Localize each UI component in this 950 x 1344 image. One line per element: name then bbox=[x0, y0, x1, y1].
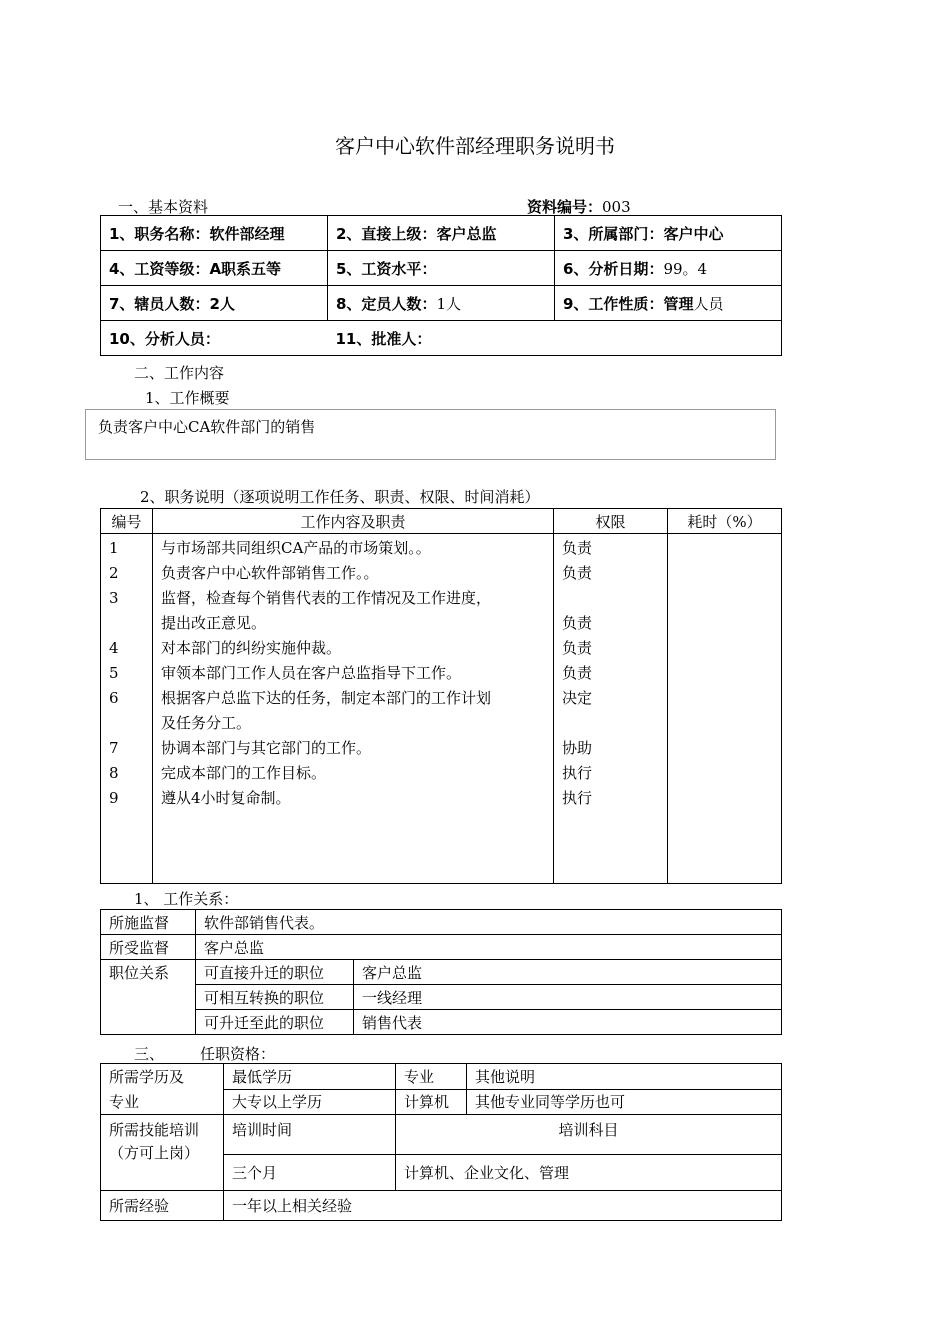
table-cell: 专业 bbox=[101, 1089, 224, 1115]
duty-authority: 执行 bbox=[562, 764, 593, 782]
doc-number bbox=[527, 196, 631, 217]
duty-number: 1 bbox=[109, 539, 119, 557]
work-nature-label: 9、工作性质：管理 bbox=[563, 294, 694, 313]
table-cell: 所需学历及 bbox=[101, 1064, 224, 1090]
table-row bbox=[101, 960, 782, 985]
duty-text: 监督，检查每个销售代表的工作情况及工作进度， bbox=[161, 589, 492, 607]
relations-table bbox=[100, 909, 782, 1035]
duty-authority bbox=[554, 711, 667, 736]
duty-text: 及任务分工。 bbox=[161, 714, 252, 732]
table-cell: 培训时间 bbox=[224, 1115, 396, 1155]
table-cell: 其他说明 bbox=[467, 1064, 782, 1090]
table-cell: 客户总监 bbox=[196, 935, 782, 960]
duty-authority-column bbox=[554, 534, 668, 884]
duty-text: 根据客户总监下达的任务，制定本部门的工作计划 bbox=[161, 689, 492, 707]
table-cell: 计算机 bbox=[396, 1089, 467, 1115]
table-cell: 销售代表 bbox=[354, 1010, 782, 1035]
duty-number bbox=[101, 611, 152, 636]
duty-number-column bbox=[101, 534, 153, 884]
summary-text: 负责客户中心CA软件部门的销售 bbox=[98, 418, 316, 436]
table-row bbox=[101, 1064, 782, 1090]
page-title: 客户中心软件部经理职务说明书 bbox=[335, 134, 615, 158]
table-cell: 客户总监 bbox=[354, 960, 782, 985]
table-cell bbox=[555, 321, 782, 356]
summary-label: 1、工作概要 bbox=[145, 389, 230, 407]
table-row bbox=[101, 910, 782, 935]
duty-text: 负责客户中心软件部销售工作。。 bbox=[161, 564, 379, 582]
duty-number: 2 bbox=[109, 564, 119, 582]
table-cell: 软件部销售代表。 bbox=[196, 910, 782, 935]
table-cell: 其他专业同等学历也可 bbox=[467, 1089, 782, 1115]
table-row bbox=[101, 1089, 782, 1115]
table-cell bbox=[328, 286, 555, 321]
table-cell: 可升迁至此的职位 bbox=[196, 1010, 354, 1035]
section-qualifications-label: 任职资格： bbox=[200, 1045, 276, 1063]
analysis-date-label: 6、分析日期： bbox=[563, 259, 664, 278]
table-cell: 一线经理 bbox=[354, 985, 782, 1010]
table-row bbox=[101, 534, 782, 884]
duty-time-column bbox=[668, 534, 782, 884]
table-cell: 11、批准人： bbox=[328, 321, 555, 356]
summary-box bbox=[85, 409, 776, 460]
duty-text: 完成本部门的工作目标。 bbox=[161, 764, 327, 782]
table-cell: 专业 bbox=[396, 1064, 467, 1090]
duty-number: 7 bbox=[109, 739, 119, 757]
table-cell bbox=[101, 1115, 224, 1191]
table-row bbox=[101, 1115, 782, 1155]
duty-number: 9 bbox=[109, 789, 119, 807]
table-row bbox=[101, 985, 782, 1010]
table-cell bbox=[555, 286, 782, 321]
table-cell: 7、辖员人数：2人 bbox=[101, 286, 328, 321]
analysis-date-value: 99。4 bbox=[663, 259, 708, 278]
column-header: 编号 bbox=[101, 509, 153, 534]
skill-label-line: （方可上岗） bbox=[109, 1144, 200, 1162]
table-row bbox=[101, 1191, 782, 1221]
doc-number-value: 003 bbox=[602, 198, 631, 216]
table-cell: 可相互转换的职位 bbox=[196, 985, 354, 1010]
table-cell: 1、职务名称：软件部经理 bbox=[101, 216, 328, 251]
duty-authority: 决定 bbox=[562, 689, 593, 707]
relations-label: 1、 工作关系： bbox=[134, 890, 239, 908]
table-cell: 最低学历 bbox=[224, 1064, 396, 1090]
duty-number: 6 bbox=[109, 689, 119, 707]
table-header-row bbox=[101, 509, 782, 534]
duty-authority: 负责 bbox=[562, 664, 593, 682]
table-row bbox=[101, 1010, 782, 1035]
duty-text: 审领本部门工作人员在客户总监指导下工作。 bbox=[161, 664, 462, 682]
duty-number bbox=[101, 711, 152, 736]
skill-label-line: 所需技能培训 bbox=[109, 1121, 200, 1139]
table-cell: 三个月 bbox=[224, 1155, 396, 1191]
table-row bbox=[101, 251, 782, 286]
table-cell: 5、工资水平： bbox=[328, 251, 555, 286]
table-cell: 一年以上相关经验 bbox=[224, 1191, 782, 1221]
table-row bbox=[101, 935, 782, 960]
table-cell: 2、直接上级：客户总监 bbox=[328, 216, 555, 251]
duty-text: 协调本部门与其它部门的工作。 bbox=[161, 739, 372, 757]
duties-label: 2、职务说明（逐项说明工作任务、职责、权限、时间消耗） bbox=[140, 488, 540, 506]
column-header: 耗时（%） bbox=[668, 509, 782, 534]
duty-authority: 负责 bbox=[562, 564, 593, 582]
table-cell: 大专以上学历 bbox=[224, 1089, 396, 1115]
table-cell: 3、所属部门：客户中心 bbox=[555, 216, 782, 251]
duty-text: 对本部门的纠纷实施仲裁。 bbox=[161, 639, 342, 657]
duty-authority: 执行 bbox=[562, 789, 593, 807]
table-row bbox=[101, 216, 782, 251]
duty-authority: 负责 bbox=[562, 539, 593, 557]
table-cell: 所需经验 bbox=[101, 1191, 224, 1221]
table-cell: 培训科目 bbox=[396, 1115, 782, 1155]
table-cell: 职位关系 bbox=[101, 960, 196, 1035]
staff-count-value: 1人 bbox=[436, 294, 461, 313]
column-header: 权限 bbox=[554, 509, 668, 534]
duty-number: 5 bbox=[109, 664, 119, 682]
doc-number-label: 资料编号： bbox=[527, 198, 603, 216]
table-row bbox=[101, 321, 782, 356]
table-cell: 4、工资等级：A职系五等 bbox=[101, 251, 328, 286]
duty-number: 3 bbox=[109, 589, 119, 607]
basic-info-table bbox=[100, 215, 782, 356]
duty-authority bbox=[554, 586, 667, 611]
duty-number: 4 bbox=[109, 639, 119, 657]
qualifications-table bbox=[100, 1063, 782, 1221]
duty-text: 遵从4小时复命制。 bbox=[161, 789, 291, 807]
table-cell bbox=[555, 251, 782, 286]
table-cell: 可直接升迁的职位 bbox=[196, 960, 354, 985]
table-row bbox=[101, 286, 782, 321]
duties-table bbox=[100, 508, 782, 884]
table-cell: 所施监督 bbox=[101, 910, 196, 935]
work-nature-suffix: 人员 bbox=[693, 294, 724, 313]
table-cell: 计算机、企业文化、管理 bbox=[396, 1155, 782, 1191]
section-qualifications-number: 三、 bbox=[134, 1045, 165, 1063]
duty-authority: 负责 bbox=[562, 614, 593, 632]
duty-text-column bbox=[153, 534, 554, 884]
column-header: 工作内容及职责 bbox=[153, 509, 554, 534]
duty-text: 提出改正意见。 bbox=[161, 614, 267, 632]
staff-count-label: 8、定员人数： bbox=[336, 294, 437, 313]
duty-authority: 协助 bbox=[562, 739, 593, 757]
section-work-content-label: 二、工作内容 bbox=[134, 364, 225, 382]
table-cell: 所受监督 bbox=[101, 935, 196, 960]
duty-number: 8 bbox=[109, 764, 119, 782]
duty-text: 与市场部共同组织CA产品的市场策划。。 bbox=[161, 539, 431, 557]
duty-authority: 负责 bbox=[562, 639, 593, 657]
section-basic-info-label: 一、基本资料 bbox=[118, 198, 209, 216]
table-cell: 10、分析人员： bbox=[101, 321, 328, 356]
